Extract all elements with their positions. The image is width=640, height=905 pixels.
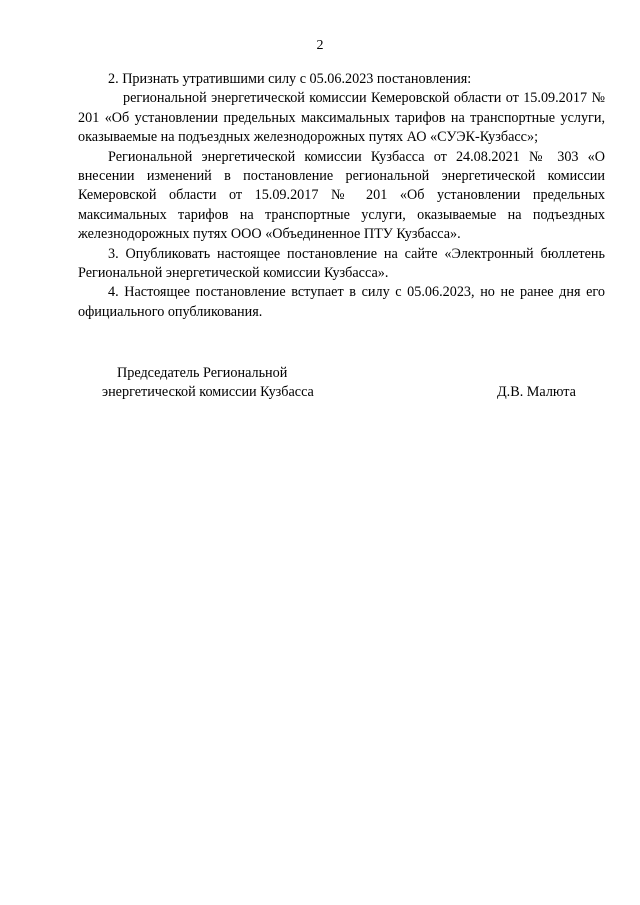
paragraph-resolution-2021: Региональной энергетической комиссии Кузбасса от 24.08.2021 № 303 «О внесении изменений в постановление региональной энергетической комиссии Кемеровской области от 15.09.2017 № 201 «Об установлении предельных максимальных тарифов на транспортные услуги, оказываемые на подъездных железнодорожных путях ООО «Объединенное ПТУ Кузбасса». <box>78 148 605 243</box>
signatory-position-line1: Председатель Региональной <box>117 365 288 381</box>
page-number: 2 <box>316 38 324 53</box>
document-body <box>78 70 605 322</box>
paragraph-item-4: 4. Настоящее постановление вступает в силу с 05.06.2023, но не ранее дня его официального опубликования. <box>78 284 605 320</box>
signatory-position-line2: энергетической комиссии Кузбасса <box>102 384 314 400</box>
paragraph-item-3: 3. Опубликовать настоящее постановление на сайте «Электронный бюллетень Региональной энергетической комиссии Кузбасса». <box>78 245 605 282</box>
paragraph-resolution-2017: региональной энергетической комиссии Кемеровской области от 15.09.2017 № 201 «Об установлении предельных максимальных тарифов на транспортные услуги, оказываемые на подъездных железнодорожных путях АО «СУЭК-Кузбасс»; <box>78 90 605 146</box>
signature-block <box>0 364 640 404</box>
signatory-name: Д.В. Малюта <box>497 384 576 400</box>
paragraph-item-2: 2. Признать утратившими силу с 05.06.2023 постановления: <box>108 71 472 87</box>
